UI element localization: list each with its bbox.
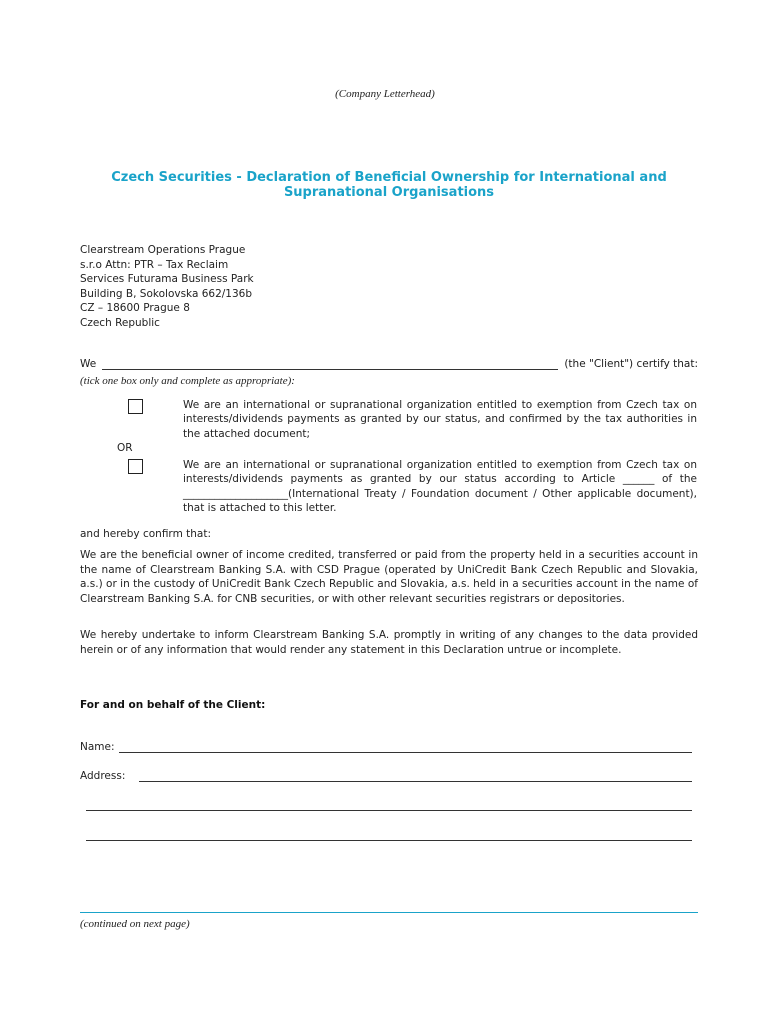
address-line: CZ – 18600 Prague 8 <box>80 302 190 315</box>
address-line: s.r.o Attn: PTR – Tax Reclaim <box>80 258 229 271</box>
undertake-paragraph: We hereby undertake to inform Clearstream Banking S.A. promptly in writing of any changes to the data provided herein or of any information that would render any statement in this Declaration untrue or incomplete. <box>80 629 698 656</box>
tick-instruction: (tick one box only and complete as appropriate): <box>80 375 295 387</box>
address-field-line-3[interactable] <box>86 840 692 841</box>
on-behalf-heading: For and on behalf of the Client: <box>80 699 266 711</box>
option-1-checkbox[interactable] <box>128 399 143 414</box>
address-field-line-2[interactable] <box>86 810 692 811</box>
company-letterhead: (Company Letterhead) <box>335 88 435 100</box>
we-prefix: We <box>80 358 97 370</box>
name-label: Name: <box>80 741 115 753</box>
address-line: Czech Republic <box>80 316 160 329</box>
client-name-field[interactable] <box>102 359 558 370</box>
address-line: Building B, Sokolovska 662/136b <box>80 287 253 300</box>
footer-divider <box>80 912 698 913</box>
beneficial-owner-paragraph: We are the beneficial owner of income credited, transferred or paid from the property held in a securities account in the name of Clearstream Banking S.A. with CSD Prague (operated by UniCredit Bank Czech Republic and Slovakia, a.s.) or in the custody of UniCredit Bank Czech Republic and Slovakia, a.s. held in a securities account in the name of Clearstream Banking S.A. for CNB securities, or with other relevant securities registrars or depositories. <box>80 549 698 605</box>
document-title <box>80 170 698 200</box>
title-line-1: Czech Securities - Declaration of Beneficial Ownership for International and <box>111 170 667 185</box>
recipient-address <box>80 243 254 331</box>
continued-note: (continued on next page) <box>80 918 190 930</box>
name-field[interactable] <box>119 742 692 753</box>
or-label: OR <box>117 442 133 454</box>
title-line-2: Supranational Organisations <box>283 185 495 200</box>
address-field-row <box>80 770 692 782</box>
option-2-checkbox[interactable] <box>128 459 143 474</box>
address-field[interactable] <box>139 771 692 782</box>
address-line: Clearstream Operations Prague <box>80 244 246 256</box>
address-label: Address: <box>80 770 126 782</box>
address-line: Services Futurama Business Park <box>80 273 254 286</box>
we-suffix: (the "Client") certify that: <box>564 358 698 370</box>
option-1-text: We are an international or supranational organization entitled to exemption from Czech tax on interests/dividends payments as granted by our status, and confirmed by the tax authorities in the attached document; <box>183 399 697 440</box>
client-certify-line <box>80 358 698 370</box>
option-2-text: We are an international or supranational organization entitled to exemption from Czech tax on interests/dividends payments as granted by our status according to Article ______ of the ____________________(International Treaty / Foundation document / Other applicable document), that is attached to this letter. <box>183 459 697 515</box>
confirm-intro: and hereby confirm that: <box>80 528 211 540</box>
name-field-row <box>80 741 692 753</box>
